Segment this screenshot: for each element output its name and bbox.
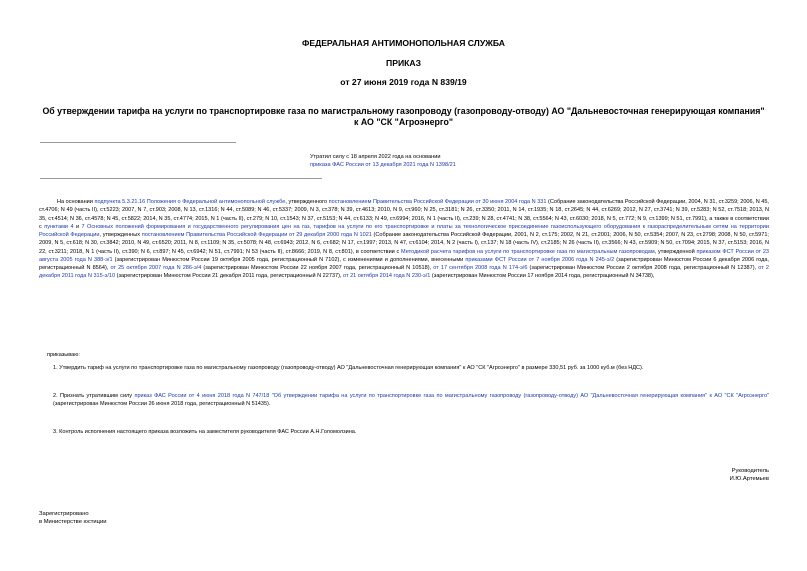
order-item-2 bbox=[39, 392, 769, 409]
text-run: 1. Утвердить тариф на услуги по транспортировке газа по магистральному газопроводу (газопроводу-отводу) АО "Дальневосточная генерирующая компания" к АО "СК "Агроэнерго" в размере 330,51 руб. за 1000 куб.м (без НДС). bbox=[53, 365, 644, 371]
signer-name: И.Ю.Артемьев bbox=[729, 476, 769, 482]
reference-link[interactable]: от 25 октября 2007 года N 286-э/4 bbox=[110, 265, 202, 271]
text-run: , утвержденного bbox=[285, 199, 329, 205]
separator-bottom bbox=[40, 178, 322, 179]
preamble bbox=[39, 198, 769, 281]
doc-date-number: от 27 июня 2019 года N 839/19 bbox=[340, 77, 467, 87]
order-item-text bbox=[39, 428, 769, 436]
doc-type: ПРИКАЗ bbox=[386, 58, 421, 68]
text-run: (зарегистрирован Минюстом России 22 ноября 2007 года, регистрационный N 10518), bbox=[201, 265, 434, 271]
text-run: 2. Признать утратившим силу bbox=[53, 393, 135, 399]
doc-title-line1: Об утверждении тарифа на услуги по транспортировке газа по магистральному газопроводу (газопроводу-отводу) АО "Дальневосточная генерирующая компания" bbox=[42, 106, 765, 116]
reference-link[interactable]: от 21 октября 2014 года N 230-э/1 bbox=[343, 273, 431, 280]
text-run: (Собрание законодательства Российской Федерации, 2001, N 2, ст.175; 2002, N 21, ст.2001; 2006, N 50, ст.5354; 2007, N 23, ст.2798; 2008, N 50, ст.5971; 2009, N 5, ст.618; N 30, ст.3842; 2010, N 49, ст.6520; 2011, N 8, ст.1109; N 35, ст.5078; N 48, ст.6943; 2012, N 6, ст.682; N 17, ст.1997; 2013, N 47, ст.6104; 2014, N 2 (часть I), ст.137; N 18 (часть IV), ст.2185; N 26 (часть II), ст.3566; N 43, ст.5909; N 50, ст.7094; 2015, N 37, ст.5153; 2016, N 22, ст.3211; 2018, N 1 (часть II), ст.390; N 6, ст.897; N 45, ст.6942; N 51, ст.7991; N 53 (часть II), ст.8666; 2019, N 8, ст.801), в соответствии с bbox=[39, 232, 769, 255]
registration-line1: Зарегистрировано bbox=[39, 511, 89, 517]
text-run: (зарегистрирован Минюстом России 6 декабря 2006 года, регистрационный N 8564), bbox=[39, 256, 769, 271]
preamble-paragraph bbox=[39, 198, 769, 281]
order-item-1 bbox=[39, 364, 769, 372]
separator-top bbox=[40, 142, 236, 143]
text-run: (зарегистрирован Минюстом России 2 октября 2008 года, регистрационный N 12387), bbox=[527, 265, 759, 271]
doc-title-line2: к АО "СК "Агроэнерго" bbox=[353, 117, 454, 127]
registration-block bbox=[39, 510, 106, 526]
order-item-3 bbox=[39, 428, 769, 436]
reference-link[interactable]: приказами ФСТ России от 7 ноября 2006 года N 245-э/2 bbox=[465, 256, 615, 263]
text-run: (Собрание законодательства Российской Федерации, 2004, N 31, ст.3259; 2006, N 45, ст.4706; N 49 (часть II), ст.5223; 2007, N 7, ст.903; 2008, N 13, ст.1316; N 44, ст.5089; N 46, ст.5337; 2009, N 3, ст.378; N 39, ст.4613; 2010, N 9, ст.960; N 25, ст.3181; N 26, ст.3350; 2011, N 14, ст.1935; N 18, ст.2645; N 44, ст.6269; 2012, N 27, ст.3741; N 39, ст.5283; N 52, ст.7518; 2013, N 35, ст.4514; N 36, ст.4578; N 45, ст.5822; 2014, N 35, ст.4774; 2015, N 1 (часть II), ст.279; N 10, ст.1543; N 37, ст.5153; N 44, ст.6133; N 49, ст.6994; 2016, N 1 (часть II), ст.239; N 28, ст.4741; N 38, ст.5564; N 43, ст.6030; 2018, N 5, ст.772; N 9, ст.1399; N 51, ст.7991), а также в соответствии с bbox=[39, 199, 769, 230]
text-run: (зарегистрирован Минюстом России 21 декабря 2011 года, регистрационный N 22737), bbox=[115, 273, 344, 280]
registration-line2: в Министерстве юстиции bbox=[39, 519, 107, 525]
text-run: , утвержденных bbox=[99, 232, 142, 238]
text-run: , утвержденной bbox=[654, 248, 697, 255]
reference-link[interactable]: 7 Основных положений формирования и государственного регулирования цен на газ, тарифов на услуги по его транспортировке и платы за технологическое присоединение газоиспользующего оборудования к газораспределительным сетям на территории Российской Федерации bbox=[39, 223, 769, 238]
reference-link[interactable]: постановлением Правительства Российской Федерации от 29 декабря 2000 года N 1021 bbox=[141, 232, 372, 238]
order-block bbox=[39, 351, 769, 359]
reference-link[interactable]: Методикой расчета тарифов на услуги по транспортировке газа по магистральным газопроводам bbox=[401, 248, 655, 255]
order-word: приказываю: bbox=[47, 352, 80, 358]
validity-note-line1: Утратил силу с 18 апреля 2022 года на основании bbox=[310, 154, 441, 160]
text-run: (зарегистрирован Минюстом России 26 июня 2018 года, регистрационный N 51435). bbox=[53, 401, 271, 408]
reference-link[interactable]: от 2 декабря 2011 года N 315-э/10 bbox=[39, 265, 769, 280]
validity-note bbox=[310, 153, 456, 169]
text-run: и bbox=[73, 223, 82, 230]
org-name: ФЕДЕРАЛЬНАЯ АНТИМОНОПОЛЬНАЯ СЛУЖБА bbox=[302, 38, 505, 48]
text-run: На основании bbox=[57, 199, 95, 205]
text-run: (зарегистрирован Минюстом России 19 октября 2005 года, регистрационный N 7102), с изменениями и дополнениями, внесенными bbox=[112, 256, 466, 263]
reference-link[interactable]: приказ ФАС России от 4 июня 2018 года N 747/18 "Об утверждении тарифа на услуги по транспортировке газа по магистральному газопроводу (газопроводу-отводу) АО "Дальневосточная генерирующая компания" к АО "СК "Агроэнерго" bbox=[134, 393, 770, 399]
signer-role: Руководитель bbox=[731, 468, 769, 474]
order-item-text bbox=[39, 392, 769, 409]
validity-note-link[interactable]: приказа ФАС России от 13 декабря 2021 года N 1398/21 bbox=[310, 162, 456, 168]
reference-link[interactable]: подпункта 5.3.21.16 Положения о Федеральной антимонопольной службе bbox=[94, 199, 286, 205]
text-run: 3. Контроль исполнения настоящего приказа возложить на заместителя руководителя ФАС России А.Н.Голомолзина. bbox=[53, 429, 357, 435]
order-item-text bbox=[39, 364, 769, 372]
reference-link[interactable]: пунктами 4 bbox=[44, 223, 74, 230]
reference-link[interactable]: от 17 сентября 2008 года N 174-э/6 bbox=[433, 265, 528, 271]
reference-link[interactable]: приказом ФСТ России от 23 августа 2005 года N 388-э/1 bbox=[39, 248, 769, 263]
text-run: (зарегистрирован Минюстом России 17 ноября 2014 года, регистрационный N 34738), bbox=[430, 273, 655, 280]
reference-link[interactable]: постановлением Правительства Российской Федерации от 30 июня 2004 года N 331 bbox=[328, 199, 547, 205]
signature-block bbox=[730, 467, 769, 483]
